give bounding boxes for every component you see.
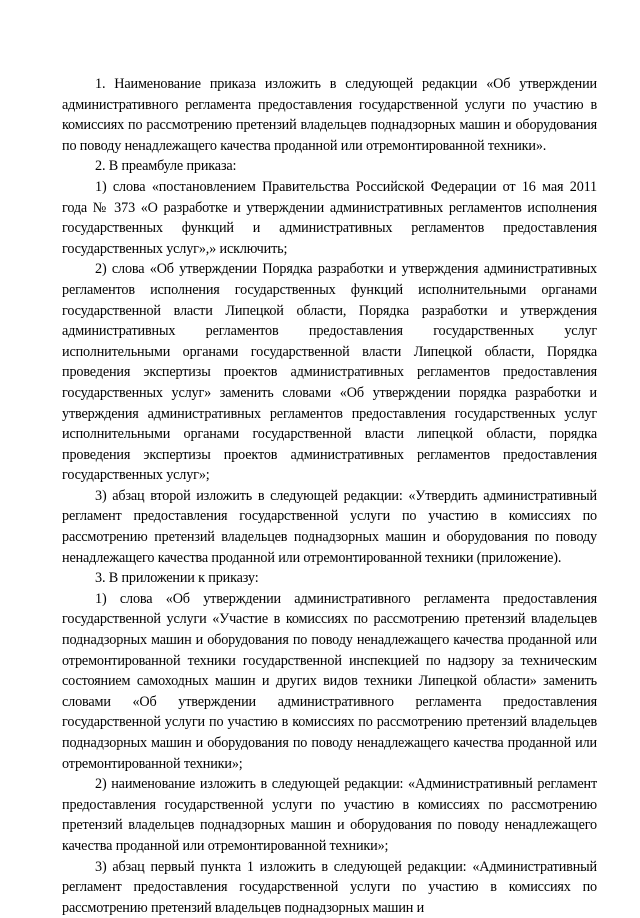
paragraph-subitem-3-1: 1) слова «Об утверждении административного регламента предоставления государственной услуги «Участие в комиссиях по рассмотрению претензий владельцев поднадзорных машин и оборудования по поводу ненадлежащего качества проданной или отремонтированной техники государственной инспекцией по надзору за техническим состоянием самоходных машин и других видов техники Липецкой области» заменить словами «Об утверждении административного регламента предоставления государственной услуги по участию в комиссиях по рассмотрению претензий владельцев поднадзорных машин и оборудования по поводу ненадлежащего качества проданной или отремонтированной техники»; (62, 590, 597, 772)
paragraph-subitem-2-2: 2) слова «Об утверждении Порядка разработки и утверждения административных регламентов исполнения государственных функций исполнительными органами государственной власти Липецкой области, Порядка разработки и утверждения административных регламентов предоставления государственных услуг исполнительными органами государственной власти Липецкой области, Порядка проведения экспертизы проектов административных регламентов предоставления государственных услуг» заменить словами «Об утверждении порядка разработки и утверждения административных регламентов предоставления государственных услуг исполнительными органами государственной власти липецкой области, порядка проведения экспертизы проектов административных регламентов предоставления государственных услуг»; (62, 261, 597, 484)
document-body (62, 74, 597, 918)
paragraph-subitem-2-3: 3) абзац второй изложить в следующей редакции: «Утвердить административный регламент предоставления государственной услуги по участию в комиссиях по рассмотрению претензий владельцев поднадзорных машин и оборудования по поводу ненадлежащего качества проданной или отремонтированной техники (приложение). (62, 487, 597, 566)
paragraph-item-3-appendix: 3. В приложении к приказу: (95, 570, 259, 587)
paragraph-subitem-3-2: 2) наименование изложить в следующей редакции: «Административный регламент предоставления государственной услуги по участию в комиссиях по рассмотрению претензий владельцев поднадзорных машин и оборудования по поводу ненадлежащего качества проданной или отремонтированной техники»; (62, 776, 597, 854)
paragraph-subitem-2-1: 1) слова «постановлением Правительства Российской Федерации от 16 мая 2011 года № 373 «О разработке и утверждении административных регламентов исполнения государственных функций и административных регламентов предоставления государственных услуг»,» исключить; (62, 178, 597, 257)
paragraph-subitem-3-3: 3) абзац первый пункта 1 изложить в следующей редакции: «Административный регламент предоставления государственной услуги по участию в комиссиях по рассмотрению претензий владельцев поднадзорных машин и (62, 858, 597, 916)
paragraph-item-2-preamble: 2. В преамбуле приказа: (95, 158, 237, 175)
paragraph-item-1-title-change: 1. Наименование приказа изложить в следующей редакции «Об утверждении административного регламента предоставления государственной услуги по участию в комиссиях по рассмотрению претензий владельцев поднадзорных машин и оборудования по поводу ненадлежащего качества проданной или отремонтированной техники». (62, 76, 597, 154)
